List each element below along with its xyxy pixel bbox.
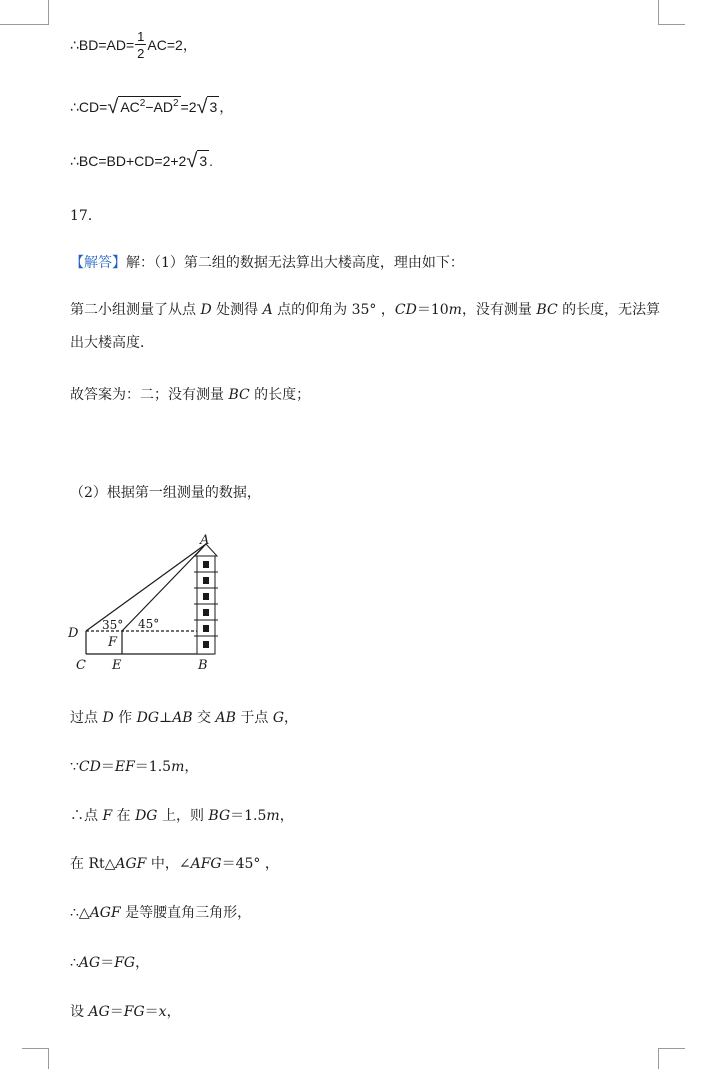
label-a: A bbox=[200, 533, 210, 548]
text-run: ＝ bbox=[100, 955, 115, 971]
tower-window bbox=[203, 641, 209, 648]
square-root bbox=[186, 150, 209, 172]
text-run: ， bbox=[166, 1004, 181, 1020]
label-f: F bbox=[108, 635, 118, 650]
var-run: AB bbox=[172, 710, 193, 726]
step-1 bbox=[70, 707, 298, 727]
label-e: E bbox=[112, 658, 122, 672]
reason-paragraph bbox=[70, 294, 670, 360]
angle-label-35: 35° bbox=[102, 618, 124, 632]
var-run: DG bbox=[136, 710, 160, 726]
radical-sign: √ bbox=[196, 96, 208, 118]
expr-text: AC=2 bbox=[147, 37, 183, 53]
var-run: AGF bbox=[115, 856, 147, 872]
tower-window bbox=[203, 561, 209, 568]
var-run: D bbox=[200, 302, 212, 318]
exponent: 2 bbox=[172, 98, 179, 109]
text-run: 过点 bbox=[70, 710, 103, 726]
label-b: B bbox=[198, 658, 208, 672]
text-run: 的长度； bbox=[249, 387, 311, 403]
punctuation: . bbox=[209, 153, 213, 169]
var-run: AB bbox=[215, 710, 236, 726]
var-run: FG bbox=[114, 955, 136, 971]
tower-drawing bbox=[194, 544, 218, 654]
punctuation: ， bbox=[182, 37, 197, 53]
derivation-line-2 bbox=[70, 96, 233, 118]
tower-window bbox=[203, 609, 209, 616]
text-run: 于点 bbox=[235, 710, 273, 726]
radical-sign: √ bbox=[186, 150, 198, 172]
text-run: ∴ bbox=[70, 955, 79, 971]
var-run: m bbox=[266, 808, 280, 824]
corner-mark-bottom-left bbox=[22, 1048, 49, 1069]
var-run: G bbox=[272, 710, 284, 726]
angle-label-45: 45° bbox=[138, 617, 160, 631]
text-run: ， bbox=[279, 808, 294, 824]
tower-window bbox=[203, 625, 209, 632]
text-run: 交 bbox=[192, 710, 216, 726]
question-number: 17． bbox=[70, 208, 102, 224]
text-run: ＝1.5 bbox=[134, 759, 172, 775]
step-5 bbox=[70, 902, 251, 922]
derivation-line-3 bbox=[70, 150, 213, 172]
square-root bbox=[196, 96, 219, 118]
text-run: ，没有测量 bbox=[461, 302, 537, 318]
part-2-heading: （2）根据第一组测量的数据， bbox=[70, 485, 261, 501]
tower-body bbox=[197, 556, 215, 654]
var-run: A bbox=[262, 302, 273, 318]
expr-text: BC=BD+CD=2+2 bbox=[78, 153, 187, 169]
text-run: 上，则 bbox=[157, 808, 209, 824]
step-4 bbox=[70, 853, 279, 873]
var-run: D bbox=[102, 710, 114, 726]
label-d: D bbox=[68, 626, 79, 641]
text-run: ∴点 bbox=[70, 808, 103, 824]
corner-mark-bottom-right bbox=[658, 1048, 685, 1069]
var-run: BG bbox=[208, 808, 231, 824]
punctuation: ， bbox=[219, 99, 234, 115]
tower-window bbox=[203, 577, 209, 584]
text-run: 点的仰角为 35° ， bbox=[272, 302, 395, 318]
var-run: BC bbox=[536, 302, 558, 318]
text-run: 作 bbox=[113, 710, 137, 726]
tower-window bbox=[203, 593, 209, 600]
solution-tag: 【解答】 bbox=[70, 255, 126, 271]
text-run: ＝ bbox=[144, 1004, 159, 1020]
text-run: 在 bbox=[112, 808, 136, 824]
label-c: C bbox=[76, 658, 86, 672]
expr-text: BD=AD= bbox=[78, 37, 135, 53]
answer-line bbox=[70, 384, 310, 404]
sightline-fa bbox=[122, 544, 206, 631]
square-root bbox=[107, 96, 180, 118]
therefore-symbol: ∴ bbox=[70, 36, 79, 53]
text-run: ∵ bbox=[70, 759, 79, 775]
radical-sign: √ bbox=[107, 96, 119, 118]
expr-text: =2 bbox=[180, 99, 197, 115]
var-run: AFG bbox=[190, 856, 222, 872]
text-run: 第二小组测量了从点 bbox=[70, 302, 201, 318]
var-run: DG bbox=[135, 808, 158, 824]
text-run: 是等腰直角三角形， bbox=[120, 905, 252, 921]
text-run: 处测得 bbox=[211, 302, 263, 318]
exponent: 2 bbox=[139, 98, 146, 109]
solution-intro-text: 解：（1）第二组的数据无法算出大楼高度，理由如下： bbox=[126, 255, 464, 271]
var-run: FG bbox=[123, 1004, 145, 1020]
therefore-symbol: ∴ bbox=[70, 152, 79, 169]
text-run: 设 bbox=[70, 1004, 89, 1020]
text-run: ＝ bbox=[100, 759, 115, 775]
text-run: 故答案为：二；没有测量 bbox=[70, 387, 229, 403]
step-7 bbox=[70, 1001, 181, 1021]
fraction-denominator: 2 bbox=[137, 46, 145, 61]
step-3 bbox=[70, 805, 294, 825]
text-run: ＝45° ， bbox=[221, 856, 279, 872]
text-run: 的长度，无法算出大楼高度． bbox=[70, 302, 661, 351]
text-run: ， bbox=[184, 759, 199, 775]
text-run: ∴△ bbox=[70, 905, 90, 921]
var-run: m bbox=[448, 302, 462, 318]
corner-mark-top-left bbox=[0, 0, 49, 25]
var-run: AGF bbox=[89, 905, 121, 921]
corner-mark-top-right bbox=[658, 0, 685, 25]
therefore-symbol: ∴ bbox=[70, 98, 79, 115]
var-run: BC bbox=[228, 387, 250, 403]
fraction bbox=[135, 30, 146, 60]
term-ad: −AD bbox=[145, 99, 173, 115]
term-ac: AC bbox=[120, 99, 140, 115]
radicand bbox=[118, 96, 180, 118]
geometry-figure bbox=[64, 532, 224, 672]
var-run: AG bbox=[88, 1004, 110, 1020]
var-run: CD bbox=[394, 302, 417, 318]
var-run: AG bbox=[78, 955, 101, 971]
fraction-numerator: 1 bbox=[137, 29, 145, 44]
var-run: m bbox=[171, 759, 185, 775]
text-run: 在 Rt△ bbox=[70, 856, 116, 872]
var-run: CD bbox=[78, 759, 101, 775]
var-run: EF bbox=[114, 759, 135, 775]
solution-intro bbox=[70, 252, 464, 272]
step-6 bbox=[70, 952, 149, 972]
var-run: x bbox=[158, 1004, 167, 1020]
var-run: F bbox=[102, 808, 113, 824]
text-run: ＝1.5 bbox=[230, 808, 267, 824]
text-run: ， bbox=[135, 955, 150, 971]
radicand: 3 bbox=[207, 96, 219, 118]
step-2 bbox=[70, 756, 198, 776]
text-run: ， bbox=[284, 710, 298, 726]
text-run: ＝ bbox=[109, 1004, 124, 1020]
text-run: ⊥ bbox=[159, 710, 173, 726]
text-run: 中，∠ bbox=[146, 856, 191, 872]
derivation-line-1 bbox=[70, 30, 197, 60]
expr-text: CD= bbox=[78, 99, 108, 115]
radicand: 3 bbox=[197, 150, 209, 172]
text-run: ＝10 bbox=[416, 302, 449, 318]
